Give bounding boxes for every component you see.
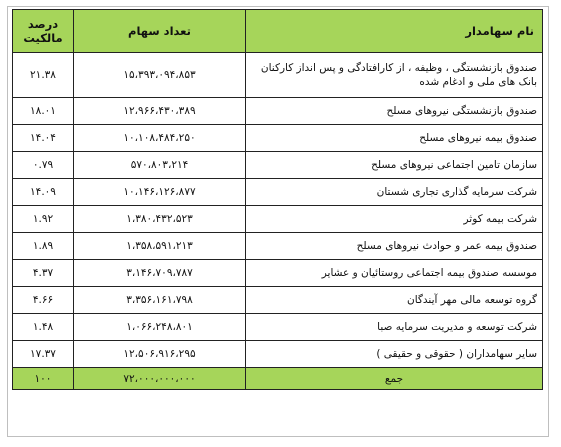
shareholder-name: صندوق بازنشستگی نیروهای مسلح bbox=[246, 98, 543, 125]
shareholder-name: شرکت بیمه کوثر bbox=[246, 206, 543, 233]
shareholder-name: صندوق بیمه عمر و حوادث نیروهای مسلح bbox=[246, 233, 543, 260]
share-count: ۱۲،۵۰۶،۹۱۶،۲۹۵ bbox=[74, 341, 246, 368]
header-ownership-percent: درصد مالکیت bbox=[13, 10, 74, 53]
share-count: ۱۵،۳۹۳،۰۹۴،۸۵۳ bbox=[74, 53, 246, 98]
ownership-percent: ۱۴.۰۴ bbox=[13, 125, 74, 152]
ownership-percent: ۱۸.۰۱ bbox=[13, 98, 74, 125]
total-row bbox=[13, 368, 543, 390]
share-count: ۱،۳۸۰،۴۳۲،۵۲۳ bbox=[74, 206, 246, 233]
table-row bbox=[13, 341, 543, 368]
table-row bbox=[13, 260, 543, 287]
table-row bbox=[13, 152, 543, 179]
table-row bbox=[13, 179, 543, 206]
shareholder-name: صندوق بیمه نیروهای مسلح bbox=[246, 125, 543, 152]
ownership-percent: ۲۱.۳۸ bbox=[13, 53, 74, 98]
total-share-count: ۷۲،۰۰۰،۰۰۰،۰۰۰ bbox=[74, 368, 246, 390]
share-count: ۳،۱۴۶،۷۰۹،۷۸۷ bbox=[74, 260, 246, 287]
table-row bbox=[13, 125, 543, 152]
header-shareholder-name: نام سهامدار bbox=[246, 10, 543, 53]
ownership-percent: ۴.۶۶ bbox=[13, 287, 74, 314]
ownership-percent: ۱۴.۰۹ bbox=[13, 179, 74, 206]
shareholders-table bbox=[12, 9, 543, 390]
total-ownership-percent: ۱۰۰ bbox=[13, 368, 74, 390]
total-label: جمع bbox=[246, 368, 543, 390]
shareholder-name: صندوق بازنشستگی ، وظیفه ، از کارافتادگی و پس انداز کارکنان بانک های ملی و ادغام شده bbox=[246, 53, 543, 98]
table-row bbox=[13, 98, 543, 125]
ownership-percent: ۱.۸۹ bbox=[13, 233, 74, 260]
table-row bbox=[13, 206, 543, 233]
share-count: ۱،۰۶۶،۲۴۸،۸۰۱ bbox=[74, 314, 246, 341]
table-header-row bbox=[13, 10, 543, 53]
share-count: ۱،۳۵۸،۵۹۱،۲۱۳ bbox=[74, 233, 246, 260]
share-count: ۱۰،۱۰۸،۴۸۴،۲۵۰ bbox=[74, 125, 246, 152]
ownership-percent: ۱۷.۳۷ bbox=[13, 341, 74, 368]
ownership-percent: ۴.۳۷ bbox=[13, 260, 74, 287]
shareholder-name: سازمان تامین اجتماعی نیروهای مسلح bbox=[246, 152, 543, 179]
shareholder-name: سایر سهامداران ( حقوقی و حقیقی ) bbox=[246, 341, 543, 368]
shareholder-name: گروه توسعه مالی مهر آیندگان bbox=[246, 287, 543, 314]
ownership-percent: ۱.۴۸ bbox=[13, 314, 74, 341]
table-row bbox=[13, 314, 543, 341]
shareholder-name: شرکت توسعه و مدیریت سرمایه صبا bbox=[246, 314, 543, 341]
share-count: ۱۰،۱۴۶،۱۲۶،۸۷۷ bbox=[74, 179, 246, 206]
table-row bbox=[13, 53, 543, 98]
shareholder-name: موسسه صندوق بیمه اجتماعی روستائیان و عشایر bbox=[246, 260, 543, 287]
table-row bbox=[13, 287, 543, 314]
share-count: ۳،۳۵۶،۱۶۱،۷۹۸ bbox=[74, 287, 246, 314]
ownership-percent: ۱.۹۲ bbox=[13, 206, 74, 233]
ownership-percent: ۰.۷۹ bbox=[13, 152, 74, 179]
share-count: ۱۲،۹۶۶،۴۳۰،۳۸۹ bbox=[74, 98, 246, 125]
share-count: ۵۷۰،۸۰۳،۲۱۴ bbox=[74, 152, 246, 179]
header-share-count: تعداد سهام bbox=[74, 10, 246, 53]
shareholder-name: شرکت سرمایه گذاری تجاری شستان bbox=[246, 179, 543, 206]
table-row bbox=[13, 233, 543, 260]
